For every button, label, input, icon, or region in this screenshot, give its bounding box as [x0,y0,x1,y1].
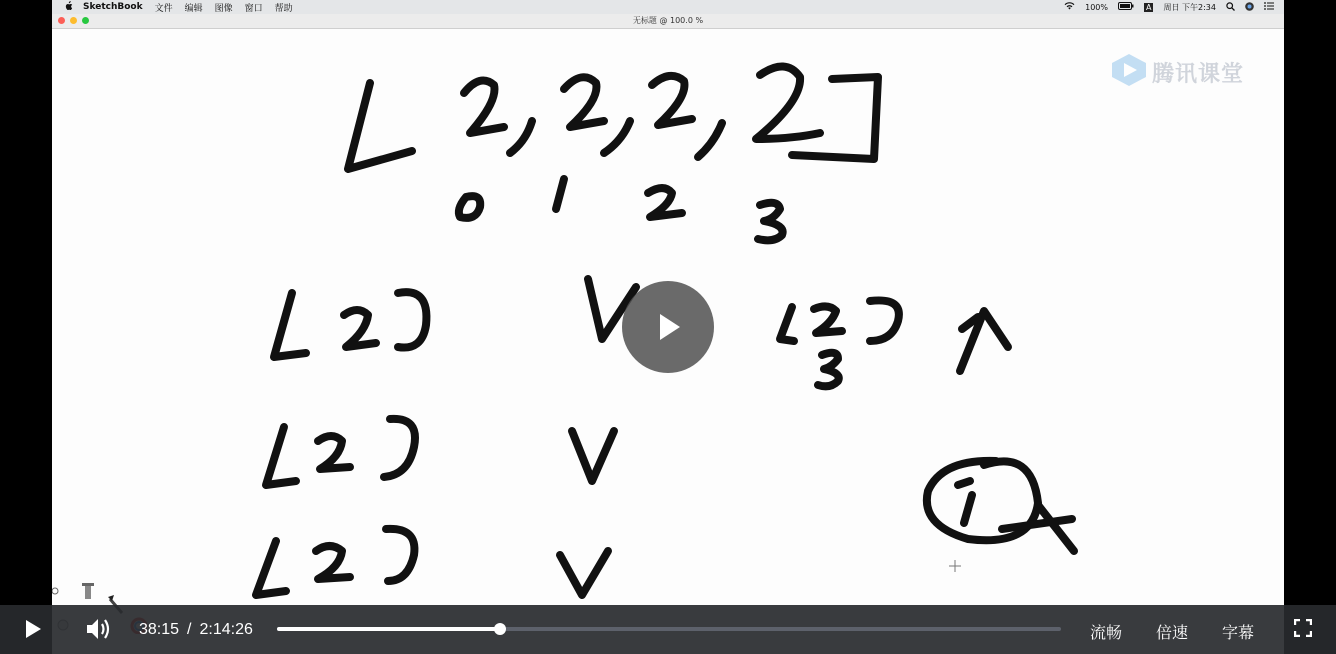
play-icon [622,281,714,373]
apple-icon[interactable] [64,1,73,14]
siri-icon[interactable] [1245,2,1254,13]
window-titlebar [52,14,1284,29]
input-method-indicator[interactable]: A [1146,2,1152,12]
progress-scrubber-handle[interactable] [494,623,506,635]
crosshair-cursor-icon [949,560,961,572]
quality-button[interactable]: 流畅 [1090,623,1123,642]
window-title: 无标题 @ 100.0 % [632,16,704,25]
time-separator: / [187,621,192,638]
subtitles-button[interactable]: 字幕 [1222,623,1255,642]
battery-percent: 100% [1085,2,1108,12]
window-zoom-button[interactable] [82,17,89,24]
menu-edit[interactable]: 编辑 [184,3,203,14]
speaker-icon [86,617,112,641]
brush-tool-icon[interactable] [82,583,94,599]
center-play-button[interactable] [622,281,714,373]
mac-menubar [52,0,1284,14]
video-control-bar [0,605,1336,654]
total-duration: 2:14:26 [199,621,253,638]
menu-app-name[interactable]: SketchBook [83,2,143,12]
fullscreen-button[interactable] [1294,619,1312,641]
play-icon [24,619,42,639]
tencent-classroom-logo-icon [1110,53,1148,91]
progress-bar[interactable] [277,627,1061,631]
current-time: 38:15 [139,621,180,638]
window-minimize-button[interactable] [70,17,77,24]
play-button[interactable] [24,619,42,643]
time-display [139,621,253,639]
menubar-clock[interactable]: 周日 下午2:34 [1163,2,1216,12]
watermark-text: 腾讯课堂 [1152,61,1245,87]
notification-center-icon[interactable] [1264,2,1274,12]
window-close-button[interactable] [58,17,65,24]
fullscreen-icon [1294,619,1312,637]
playback-speed-button[interactable]: 倍速 [1156,623,1189,642]
battery-icon[interactable] [1118,2,1134,12]
tencent-classroom-watermark [1110,53,1244,91]
menu-image[interactable]: 图像 [214,3,233,14]
volume-button[interactable] [86,617,112,645]
spotlight-search-icon[interactable] [1226,2,1235,13]
progress-played [277,627,500,631]
wifi-icon[interactable] [1064,2,1075,12]
menu-help[interactable]: 帮助 [274,3,293,14]
menu-window[interactable]: 窗口 [244,3,263,14]
menu-file[interactable]: 文件 [154,3,173,14]
